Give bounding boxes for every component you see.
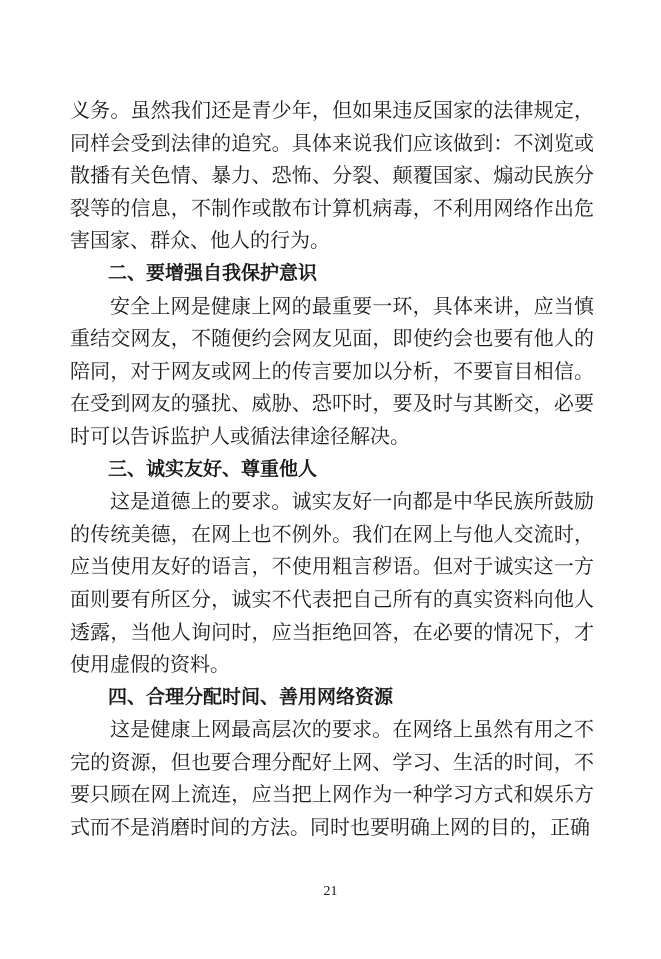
body-text — [70, 94, 594, 844]
paragraph-continued: 义务。虽然我们还是青少年，但如果违反国家的法律规定，同样会受到法律的追究。具体来说我们应该做到：不浏览或散播有关色情、暴力、恐怖、分裂、颠覆国家、煽动民族分裂等的信息，不制作或散布计算机病毒，不利用网络作出危害国家、群众、他人的行为。 — [70, 98, 594, 253]
paragraph-honesty: 这是道德上的要求。诚实友好一向都是中华民族所鼓励的传统美德，在网上也不例外。我们在网上与他人交流时，应当使用友好的语言，不使用粗言秽语。但对于诚实这一方面则要有所区分，诚实不代表把自己所有的真实资料向他人透露，当他人询问时，应当拒绝回答，在必要的情况下，才使用虚假的资料。 — [70, 489, 594, 677]
paragraph-time-management: 这是健康上网最高层次的要求。在网络上虽然有用之不完的资源，但也要合理分配好上网、学习、生活的时间，不要只顾在网上流连，应当把上网作为一种学习方式和娱乐方式而不是消磨时间的方法。同时也要明确上网的目的，正确 — [70, 717, 594, 840]
page-number: 21 — [323, 884, 338, 899]
section-heading-honesty: 三、诚实友好、尊重他人 — [108, 457, 318, 480]
section-heading-time-management: 四、合理分配时间、善用网络资源 — [108, 685, 394, 708]
section-heading-self-protection: 二、要增强自我保护意识 — [108, 261, 318, 284]
paragraph-safe-browsing: 安全上网是健康上网的最重要一环，具体来讲，应当慎重结交网友，不随便约会网友见面，即使约会也要有他人的陪同，对于网友或网上的传言要加以分析，不要盲目相信。在受到网友的骚扰、威胁、恐吓时，要及时与其断交，必要时可以告诉监护人或循法律途径解决。 — [70, 293, 594, 448]
